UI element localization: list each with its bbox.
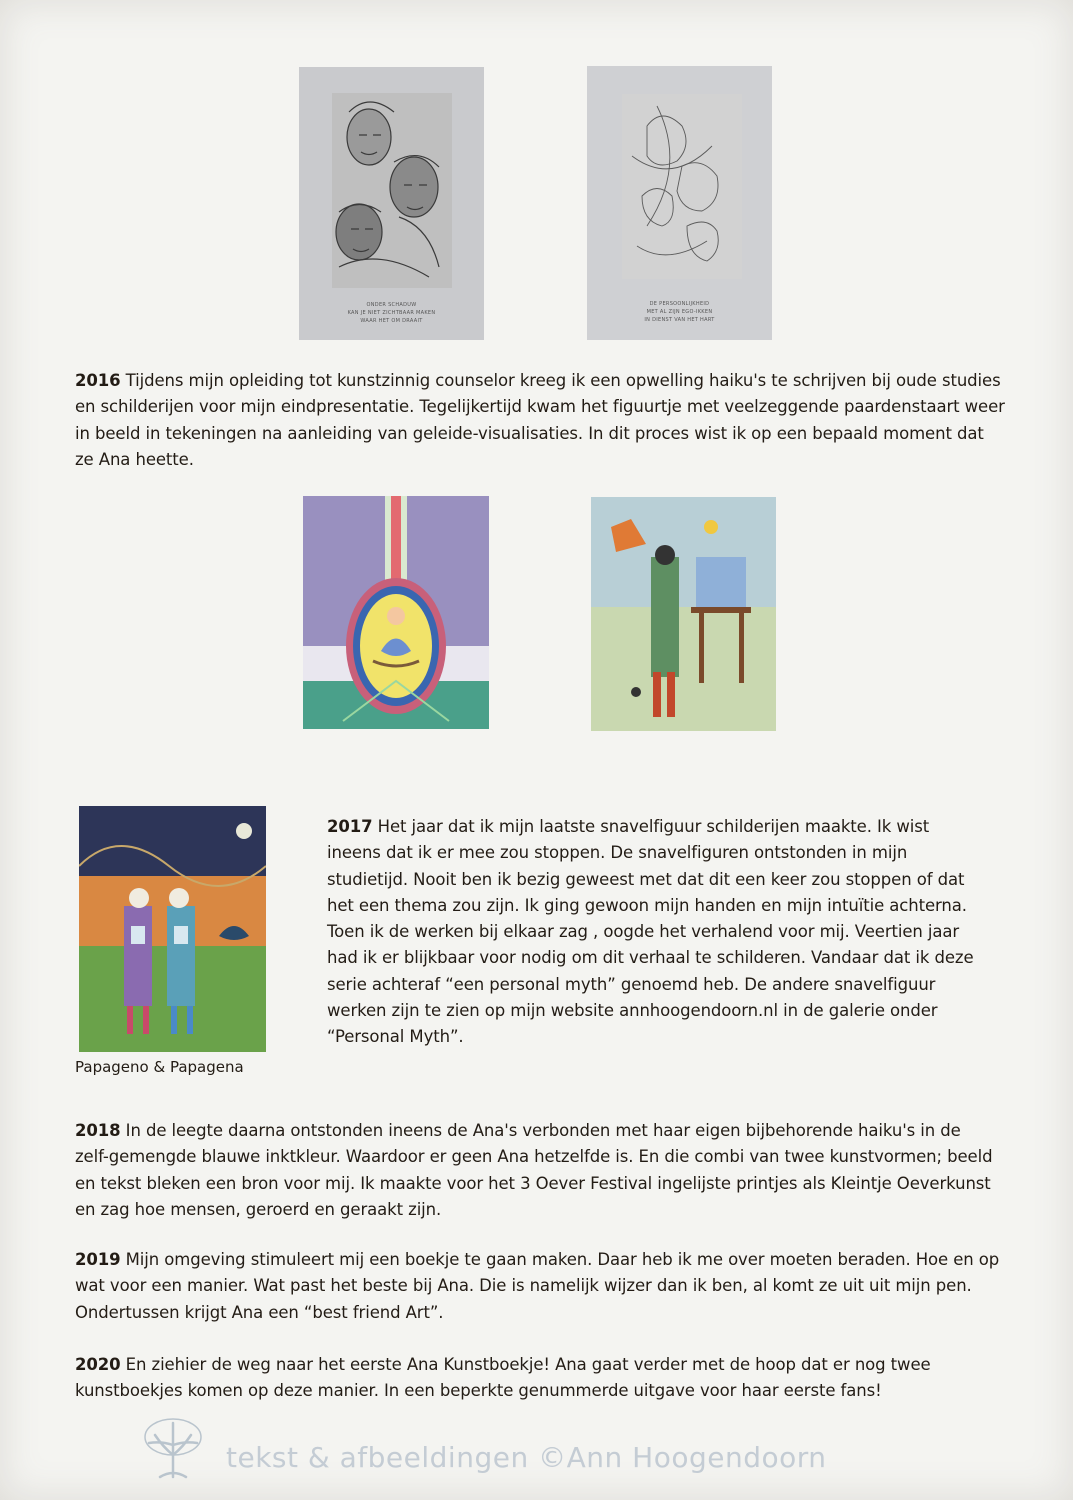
sketch-three-faces-caption: ONDER SCHADUW KAN JE NIET ZICHTBAAR MAKEN WAAR HET OM DRAAIT (347, 302, 436, 324)
sketch-personality-image (587, 66, 772, 340)
paragraph-2020 (75, 1352, 1000, 1405)
text-2019: Mijn omgeving stimuleert mij een boekje te gaan maken. Daar heb ik me over moeten beraden. Hoe en op wat voor een manier. Wat past het beste bij Ana. Die is namelijk wijzer dan ik ben, al komt ze uit uit mijn pen. Ondertussen krijgt Ana een “best friend Art”. (75, 1250, 1000, 1322)
meditating-figure-image (303, 496, 489, 729)
year-2020: 2020 (75, 1355, 121, 1374)
papageno-papagena-art (79, 806, 266, 1052)
year-2016: 2016 (75, 371, 121, 390)
papageno-caption: Papageno & Papagena (75, 1058, 244, 1076)
easel-figure-art (591, 497, 776, 731)
paragraph-2018 (75, 1118, 995, 1223)
footer-copyright: tekst & afbeeldingen ©Ann Hoogendoorn (226, 1441, 827, 1474)
faces-sketch-art (299, 67, 484, 340)
text-2018: In de leegte daarna ontstonden ineens de Ana's verbonden met haar eigen bijbehorende haiku's in de zelf-gemengde blauwe inktkleur. Waardoor er geen Ana hetzelfde is. En die combi van twee kunstvormen; beeld en tekst bleken een bron voor mij. Ik maakte voor het 3 Oever Festival ingelijste printjes als Kleintje Oeverkunst en zag hoe mensen, geroerd en geraakt zijn. (75, 1121, 993, 1219)
personality-sketch-art (587, 66, 772, 340)
easel-figure-image (591, 497, 776, 731)
meditating-figure-art (303, 496, 489, 729)
papageno-papagena-image (79, 806, 266, 1052)
tree-logo-icon (140, 1415, 206, 1479)
text-2016: Tijdens mijn opleiding tot kunstzinnig counselor kreeg ik een opwelling haiku's te schrijven bij oude studies en schilderijen voor mijn eindpresentatie. Tegelijkertijd kwam het figuurtje met veelzeggende paardenstaart weer in beeld in tekeningen na aanleiding van geleide-visualisaties. In dit proces wist ik op een bepaald moment dat ze Ana heette. (75, 371, 1005, 469)
paragraph-2019 (75, 1247, 1010, 1326)
text-2020: En ziehier de weg naar het eerste Ana Kunstboekje! Ana gaat verder met de hoop dat er nog twee kunstboekjes komen op deze manier. In een beperkte genummerde uitgave voor haar eerste fans! (75, 1355, 931, 1401)
year-2018: 2018 (75, 1121, 121, 1140)
sketch-personality-caption: DE PERSOONLIJKHEID MET AL ZIJN EGO-IKKEN IN DIENST VAN HET HART (644, 301, 715, 323)
text-2017: Het jaar dat ik mijn laatste snavelfiguur schilderijen maakte. Ik wist ineens dat ik er mee zou stoppen. De snavelfiguren ontstonden in mijn studietijd. Nooit ben ik bezig geweest met dat dit een keer zou stoppen of dat het een thema zou zijn. Ik ging gewoon mijn handen en mijn intuïtie achterna. Toen ik de werken bij elkaar zag , oogde het verhalend voor mij. Veertien jaar had ik er blijkbaar voor nodig om dit verhaal te schilderen. Vandaar dat ik deze serie achteraf “een personal myth” genoemd heb. De andere snavelfiguur werken zijn te zien op mijn website annhoogendoorn.nl in de galerie onder “Personal Myth”. (327, 817, 974, 1047)
year-2019: 2019 (75, 1250, 121, 1269)
paragraph-2017 (327, 814, 982, 1051)
year-2017: 2017 (327, 817, 373, 836)
sketch-three-faces-image (299, 67, 484, 340)
paragraph-2016 (75, 368, 1005, 473)
